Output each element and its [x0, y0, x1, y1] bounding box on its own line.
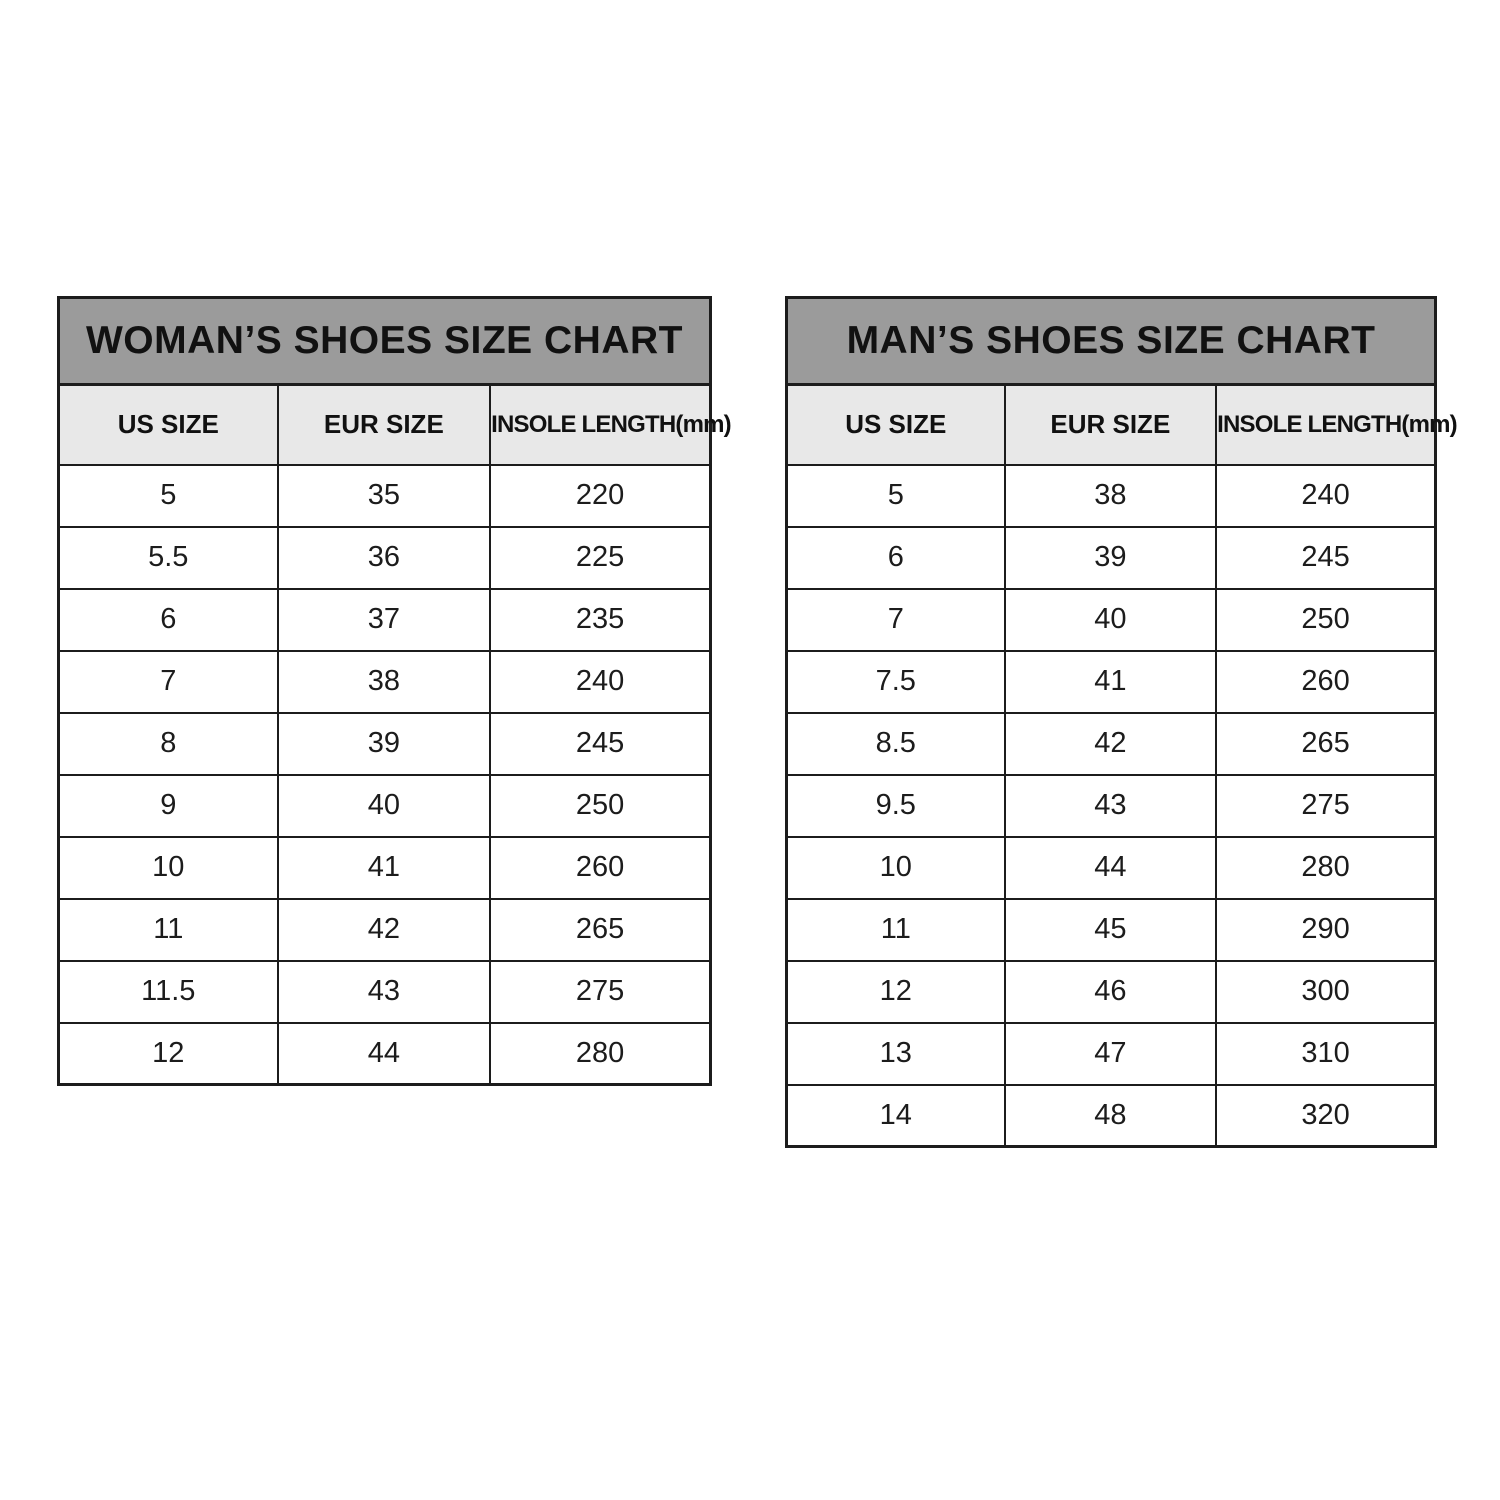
size-cell: 48 [1005, 1085, 1217, 1147]
size-cell: 11.5 [59, 961, 278, 1023]
size-cell: 40 [278, 775, 491, 837]
size-cell: 5 [59, 465, 278, 527]
size-cell: 44 [1005, 837, 1217, 899]
table-row [59, 465, 711, 527]
column-header-us-size: US SIZE [787, 385, 1005, 465]
size-cell: 38 [1005, 465, 1217, 527]
size-cell: 5 [787, 465, 1005, 527]
size-cell: 14 [787, 1085, 1005, 1147]
size-cell: 320 [1216, 1085, 1435, 1147]
size-cell: 5.5 [59, 527, 278, 589]
size-cell: 11 [787, 899, 1005, 961]
size-cell: 260 [1216, 651, 1435, 713]
size-cell: 7 [59, 651, 278, 713]
size-cell: 275 [490, 961, 710, 1023]
size-cell: 42 [278, 899, 491, 961]
table-row [787, 589, 1436, 651]
size-cell: 39 [1005, 527, 1217, 589]
size-cell: 10 [59, 837, 278, 899]
size-cell: 310 [1216, 1023, 1435, 1085]
table-row [787, 651, 1436, 713]
size-cell: 46 [1005, 961, 1217, 1023]
womens-size-table [57, 383, 731, 1086]
table-row [787, 1085, 1436, 1147]
size-cell: 7.5 [787, 651, 1005, 713]
size-cell: 43 [1005, 775, 1217, 837]
size-cell: 240 [490, 651, 710, 713]
size-cell: 41 [1005, 651, 1217, 713]
size-cell: 44 [278, 1023, 491, 1085]
size-cell: 240 [1216, 465, 1435, 527]
table-row [59, 527, 711, 589]
size-cell: 47 [1005, 1023, 1217, 1085]
size-cell: 9 [59, 775, 278, 837]
size-cell: 45 [1005, 899, 1217, 961]
size-cell: 9.5 [787, 775, 1005, 837]
mens-size-table [785, 383, 1457, 1148]
table-row [59, 899, 711, 961]
size-cell: 8.5 [787, 713, 1005, 775]
table-row [787, 961, 1436, 1023]
table-row [787, 465, 1436, 527]
table-row [59, 1023, 711, 1085]
size-cell: 37 [278, 589, 491, 651]
size-cell: 280 [490, 1023, 710, 1085]
size-cell: 245 [1216, 527, 1435, 589]
table-row [59, 589, 711, 651]
table-row [787, 899, 1436, 961]
size-cell: 43 [278, 961, 491, 1023]
table-row [787, 713, 1436, 775]
womens-size-chart [57, 296, 731, 1086]
header-row [787, 385, 1436, 465]
size-cell: 12 [59, 1023, 278, 1085]
table-row [59, 775, 711, 837]
womens-table-body [59, 465, 711, 1085]
size-cell: 6 [787, 527, 1005, 589]
size-cell: 35 [278, 465, 491, 527]
womens-chart-title: WOMAN’S SHOES SIZE CHART [57, 296, 712, 383]
table-row [787, 527, 1436, 589]
size-cell: 280 [1216, 837, 1435, 899]
size-cell: 225 [490, 527, 710, 589]
mens-size-chart [785, 296, 1457, 1148]
size-cell: 42 [1005, 713, 1217, 775]
size-cell: 38 [278, 651, 491, 713]
size-cell: 250 [1216, 589, 1435, 651]
mens-chart-title: MAN’S SHOES SIZE CHART [785, 296, 1437, 383]
size-cell: 8 [59, 713, 278, 775]
column-header-insole-length: INSOLE LENGTH(mm) [1216, 385, 1435, 465]
header-row [59, 385, 711, 465]
size-cell: 41 [278, 837, 491, 899]
size-cell: 12 [787, 961, 1005, 1023]
size-cell: 290 [1216, 899, 1435, 961]
size-cell: 265 [490, 899, 710, 961]
table-row [59, 837, 711, 899]
column-header-insole-length: INSOLE LENGTH(mm) [490, 385, 710, 465]
table-row [787, 837, 1436, 899]
size-cell: 6 [59, 589, 278, 651]
size-cell: 245 [490, 713, 710, 775]
size-cell: 220 [490, 465, 710, 527]
size-cell: 265 [1216, 713, 1435, 775]
size-cell: 275 [1216, 775, 1435, 837]
size-cell: 39 [278, 713, 491, 775]
table-row [59, 713, 711, 775]
table-row [787, 775, 1436, 837]
size-cell: 11 [59, 899, 278, 961]
size-cell: 7 [787, 589, 1005, 651]
size-cell: 10 [787, 837, 1005, 899]
size-cell: 260 [490, 837, 710, 899]
size-cell: 235 [490, 589, 710, 651]
size-cell: 36 [278, 527, 491, 589]
column-header-eur-size: EUR SIZE [1005, 385, 1217, 465]
column-header-us-size: US SIZE [59, 385, 278, 465]
table-row [787, 1023, 1436, 1085]
table-row [59, 651, 711, 713]
table-row [59, 961, 711, 1023]
size-cell: 250 [490, 775, 710, 837]
column-header-eur-size: EUR SIZE [278, 385, 491, 465]
size-cell: 300 [1216, 961, 1435, 1023]
mens-table-body [787, 465, 1436, 1147]
size-cell: 40 [1005, 589, 1217, 651]
size-cell: 13 [787, 1023, 1005, 1085]
